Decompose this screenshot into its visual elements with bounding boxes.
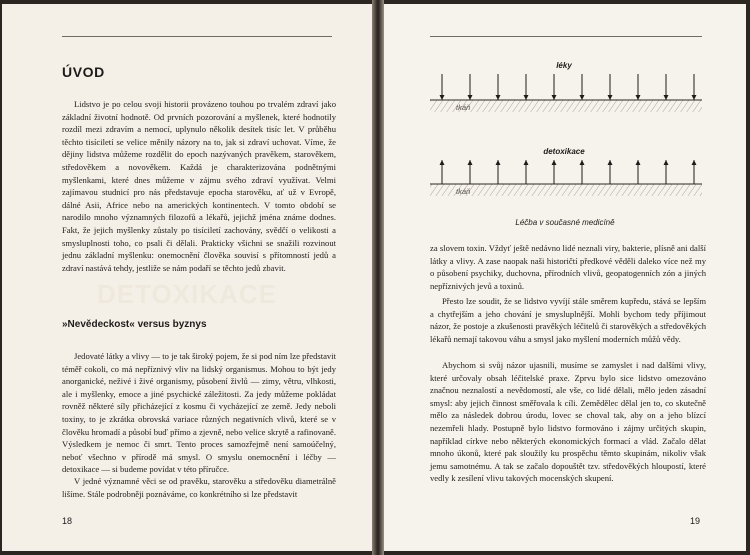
left-page — [2, 4, 372, 551]
body-paragraph: V jedné významné věci se od pravěku, starověku a středověku diametrálně lišíme. Stále podrobněji poznáváme, co konkrétního si lze představit — [62, 476, 336, 499]
page-number: 18 — [62, 516, 73, 526]
tissue-hatch-top — [430, 100, 702, 112]
tissue-hatch-bottom — [430, 184, 702, 196]
top-rule — [62, 36, 332, 37]
body-paragraph: Přesto lze soudit, že se lidstvo vyvíjí stále směrem kupředu, stává se lepším a chytřejším a jeho chování je smysluplnější. Mohli bychom tedy příjimout názor, že postoje a zkušenosti pravěkých léčitelů či starověkých a středověkých lékařů nemají takovou váhu a smysl jako myšlení moderních můžů vědy. — [430, 296, 706, 344]
diagram-caption: Léčba v současné medicíně — [515, 218, 615, 227]
right-page — [384, 4, 746, 551]
page-number: 19 — [690, 516, 701, 526]
body-paragraph: Abychom si svůj názor ujasnili, musíme se zamyslet i nad dalšími vlivy, které určovaly obsah léčitelské praxe. Zprvu bylo sice lidstvo omezováno značnou neznalostí a nevědomostí, ale vše, co lidé dělali, mělo jeden zásadní smysl: aby jejich činnost směřovala k cíli. Zemědělec dělal jen to, co skutečně mělo za následek dobrou úrodu, lovec se choval tak, aby on a jeho blízcí nezemřeli hlady. Postupně bylo lidstvo formováno i zájmy určitých skupin, například církve nebo některých ekonomických formací a vlád. Začalo dělat mnoho úkonů, které pak sloužily ku prospěchu těmto skupinám, nikoliv však jemu samotnému. A tak se začalo dopouštět tzv. středověkých hloupostí, které vedly k zesílení vlivu takových mocenských skupení. — [430, 360, 706, 484]
section-title: »Nevědeckost« versus byznys — [62, 319, 207, 330]
watermark-text: DETOXIKACE — [97, 279, 277, 309]
drug-arrows — [440, 74, 697, 100]
body-paragraph: Jedovaté látky a vlivy — to je tak široký pojem, že si pod ním lze představit téměř cokoli, co má nepříznivý vliv na lidský organismus. Mohou to být jedy anorganické, neživé i živé organismy, působení živlů — zimy, větru, vlhkosti, ale i myšlenky, emoce a jiné psychické záležitosti. Za jedy můžeme pokládat rovněž některé síly přicházející z kosmu či vycházející ze země. Jedy neboli toxiny, to je zkrátka obrovská variace různých negativních vlivů, které se v člověku hromadí a působí buď přímo a zjevně, nebo velice skrytě a rafinovaně. Výsledkem je nemoc či smrt. Tento proces samozřejmě není samoúčelný, neboť všechno v přírodě má smysl. O smyslu onemocnění i léčby — detoxikace — si budeme povídat v této příručce. — [62, 351, 336, 475]
detox-arrows — [440, 160, 697, 184]
book-gutter — [372, 0, 384, 555]
body-paragraph: za slovem toxin. Vždyť ještě nedávno lidé neznali viry, bakterie, plísně ani další látky a vlivy. A zase naopak naši historičtí předkové věděli daleko více než my o působení psychiky, duchovna, přírodních vlivů, geopatogenních zón a jiných nepříznivých jevů a toxinů. — [430, 243, 706, 291]
label-drugs: léky — [556, 61, 572, 70]
intro-paragraph: Lidstvo je po celou svoji historii provázeno touhou po trvalém zdraví jako základní životní hodnotě. Od prvních pozorování a myšlenek, které hodnotily rozdíl mezi zdravím a nemocí, uplynulo několik desítek tisíc let. V průběhu těchto tisíciletí se velice měnily názory na to, jak si zdraví uchovat. Víme, že dějiny lidstva můžeme rozdělit do epoch nazývaných pravěkem, starověkem, středověkem a novověkem. Každá je charakterizována podnětnými myšlenkami, které dnes můžeme v zájmu svého zdraví využívat. Velmi zajímavou studnicí pro nás představuje epocha starověku, ať už v Evropě, dálné Asii, Africe nebo na amerických kontinentech. V tomto období se narodilo mnoho významných filozofů a lékařů, jejichž jména známe dodnes. Fakt, že jejich myšlenky zůstaly po tisíciletí zachovány, svědčí o velikosti a smysluplnosti toho, co psali či dělali. Prakticky všichni se snažili rozvinout jednu základní myšlenku: onemocnění člověka souvisí s přítomností jedů a zdraví nastává tehdy, jestliže se nám podaří se těchto jedů zbavit. — [62, 99, 336, 273]
treatment-diagram — [384, 4, 746, 204]
label-detox: detoxikace — [543, 147, 585, 156]
label-tissue: tkáň — [456, 187, 471, 196]
label-tissue: tkáň — [456, 103, 471, 112]
chapter-title: ÚVOD — [62, 64, 105, 80]
